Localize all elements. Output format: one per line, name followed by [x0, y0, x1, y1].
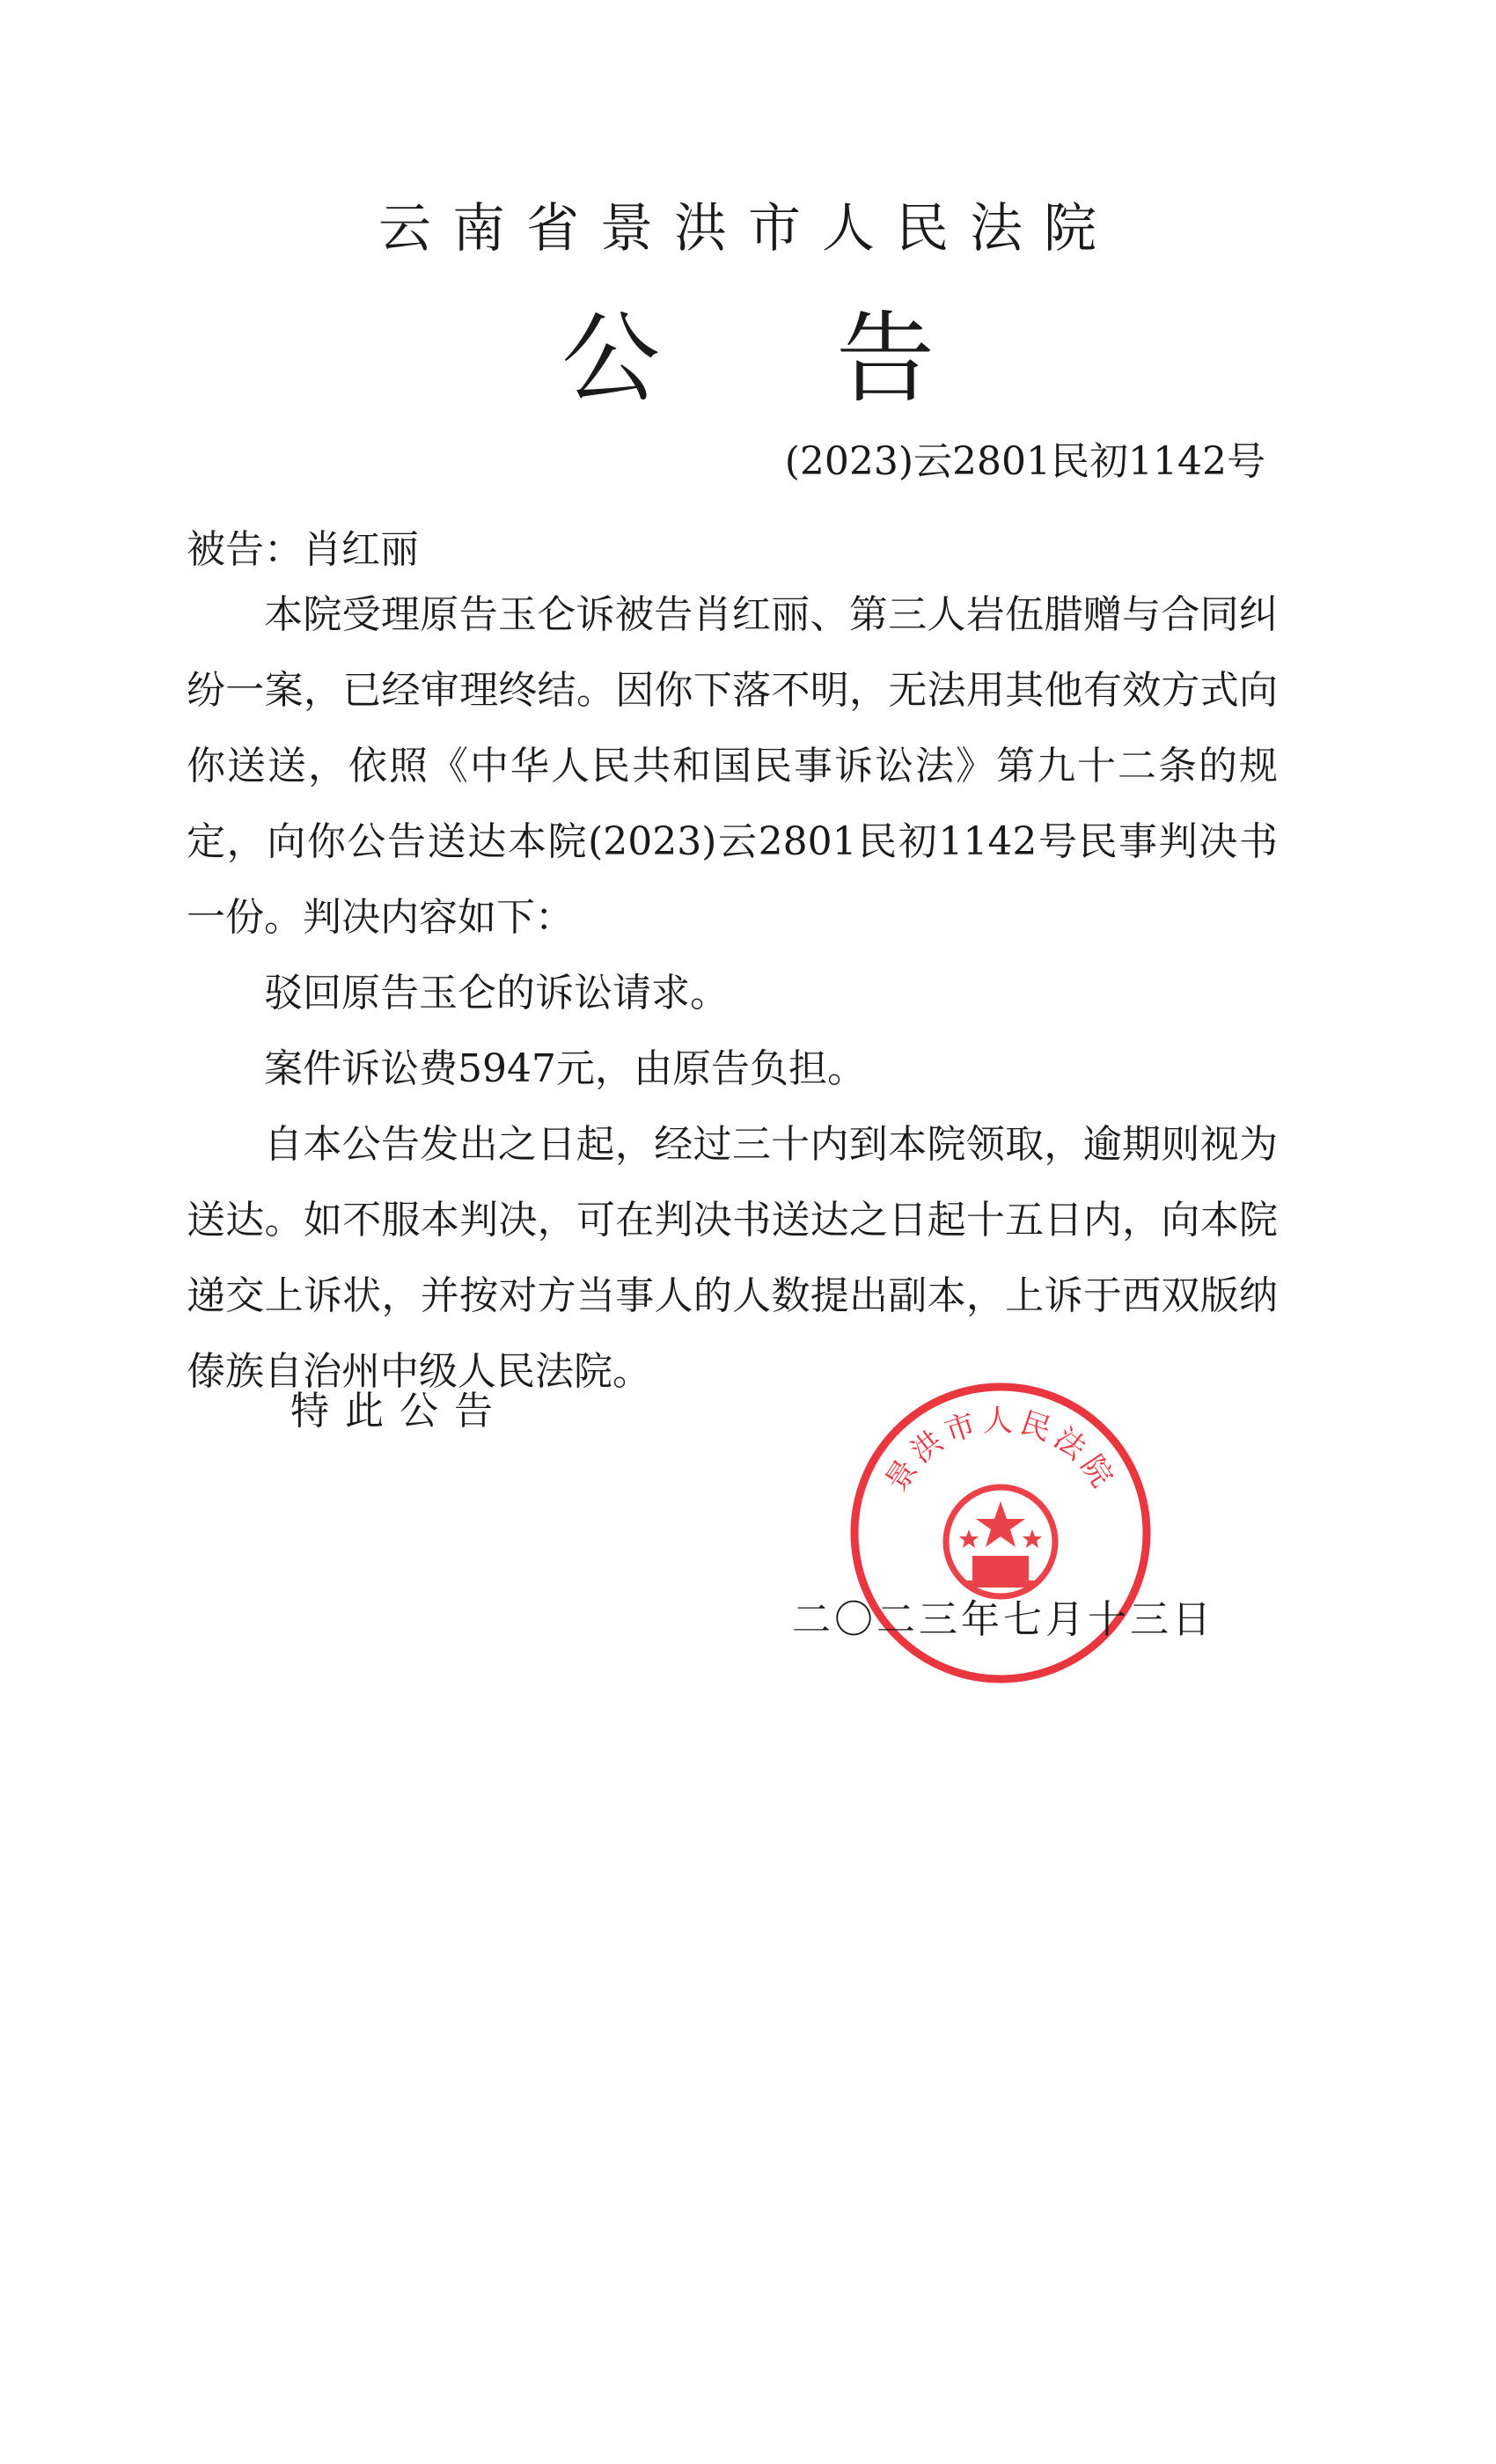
body-paragraph: 自本公告发出之日起，经过三十内到本院领取，逾期则视为送达。如不服本判决，可在判决书送达之日起十五日内，向本院递交上诉状，并按对方当事人的人数提出副本，上诉于西双版纳傣族自治州中级人民法院。	[187, 1122, 1278, 1394]
court-name: 云南省景洪市人民法院	[378, 198, 1118, 260]
closing-statement: 特此公告	[290, 1389, 509, 1434]
case-number: (2023)云2801民初1142号	[784, 439, 1265, 484]
body-paragraph: 驳回原告玉仑的诉讼请求。	[264, 971, 729, 1016]
body-paragraph: 本院受理原告玉仑诉被告肖红丽、第三人岩伍腊赠与合同纠纷一案，已经审理终结。因你下落不明，无法用其他有效方式向你送送，依照《中华人民共和国民事诉讼法》第九十二条的规定，向你公告送达本院(2023)云2801民初1142号民事判决书一份。判决内容如下：	[187, 592, 1278, 940]
notice-body	[187, 577, 1278, 1410]
defendant-line: 被告：肖红丽	[187, 527, 419, 572]
document-title: 公告	[561, 302, 1111, 416]
notice-date: 二〇二三年七月十三日	[792, 1597, 1214, 1642]
national-emblem-icon	[946, 1487, 1055, 1596]
seal-text: 景洪市人民法院	[878, 1403, 1123, 1499]
body-paragraph: 案件诉讼费5947元，由原告负担。	[264, 1046, 866, 1091]
